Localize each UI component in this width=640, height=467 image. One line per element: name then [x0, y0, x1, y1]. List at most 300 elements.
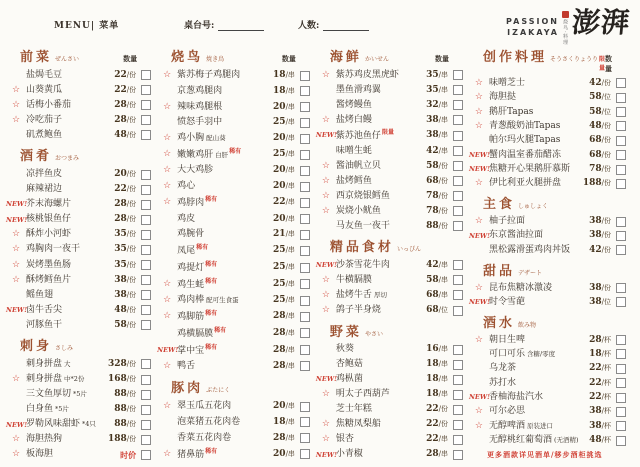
menu-item-row [316, 206, 463, 216]
item-name: 昆布焦糖冰激凌 [488, 282, 552, 293]
item-price: 28/份 [114, 99, 137, 110]
quantity-checkbox[interactable] [453, 405, 463, 415]
new-badge: NEW! [315, 375, 337, 384]
star-icon: ☆ [163, 360, 172, 371]
quantity-checkbox[interactable] [300, 402, 310, 412]
item-price: 38/份 [589, 230, 612, 241]
price-unit: /份 [601, 78, 612, 87]
item-price: 35/份 [114, 259, 137, 270]
price-unit: /串 [438, 70, 448, 79]
quantity-checkbox[interactable] [141, 375, 151, 385]
price-unit: /串 [285, 345, 295, 354]
item-price: 25/串 [273, 295, 295, 306]
item-name: 翠玉瓜五花肉 [177, 401, 232, 412]
price-unit: /份 [126, 375, 137, 384]
quantity-checkbox[interactable] [616, 78, 626, 88]
star-icon: ☆ [321, 389, 330, 400]
quantity-checkbox[interactable] [300, 166, 310, 176]
item-price: 25/串 [273, 262, 295, 273]
section-heading [316, 321, 463, 340]
quantity-checkbox[interactable] [616, 436, 626, 446]
quantity-checkbox[interactable] [300, 71, 310, 81]
menu-item-row [6, 115, 151, 125]
quantity-checkbox[interactable] [300, 433, 310, 443]
item-rarity-tag: 稀有 [196, 244, 209, 252]
menu-item-row [6, 375, 151, 385]
quantity-checkbox[interactable] [141, 85, 151, 95]
quantity-checkbox[interactable] [141, 405, 151, 415]
quantity-checkbox[interactable] [453, 206, 463, 216]
item-name: 鳐鱼翅 [26, 289, 54, 300]
star-icon: ☆ [11, 114, 21, 125]
price-unit: /串 [285, 86, 295, 95]
item-name: 大大鸡胗 [177, 165, 214, 176]
item-name: 盐烤牛舌 厚切 [335, 289, 387, 300]
quantity-checkbox[interactable] [141, 100, 151, 110]
item-name: 银杏 [335, 434, 354, 445]
quantity-checkbox[interactable] [300, 102, 310, 112]
quantity-checkbox[interactable] [453, 85, 463, 95]
quantity-checkbox[interactable] [141, 450, 151, 460]
quantity-checkbox[interactable] [616, 165, 626, 175]
quantity-checkbox[interactable] [300, 118, 310, 128]
item-price: 22/份 [426, 419, 448, 430]
price-unit: /份 [601, 283, 612, 292]
quantity-checkbox[interactable] [300, 150, 310, 160]
menu-item-row [316, 70, 463, 80]
item-price: 25/串 [273, 245, 295, 256]
quantity-checkbox[interactable] [616, 150, 626, 160]
quantity-checkbox[interactable] [453, 176, 463, 186]
quantity-checkbox[interactable] [453, 290, 463, 300]
menu-item-row [157, 279, 310, 290]
menu-item-row [6, 420, 151, 430]
price-unit: /份 [126, 200, 137, 209]
quantity-checkbox[interactable] [141, 275, 151, 285]
menu-item-row [6, 405, 151, 415]
item-price: 时价 [120, 449, 137, 460]
menu-item-row [157, 134, 310, 144]
item-price: 48/份 [589, 120, 612, 131]
quantity-checkbox[interactable] [453, 435, 463, 445]
new-badge: NEW! [6, 215, 28, 224]
quantity-checkbox[interactable] [453, 161, 463, 171]
price-unit: /串 [285, 296, 295, 305]
quantity-checkbox[interactable] [616, 245, 626, 255]
quantity-checkbox[interactable] [616, 283, 626, 293]
star-icon: ☆ [321, 305, 330, 315]
item-rarity-tag: 稀有 [205, 310, 218, 318]
item-name: 辣味鸡腿根 [177, 101, 223, 112]
quantity-checkbox[interactable] [453, 306, 463, 316]
menu-item-row [157, 311, 310, 322]
item-note: 含糖/零度 [526, 349, 556, 358]
quantity-checkbox[interactable] [141, 115, 151, 125]
item-note: 原装进口 [526, 421, 553, 430]
item-price: 28/串 [273, 327, 295, 338]
section-title: 烧鸟 [171, 50, 204, 65]
quantity-checkbox[interactable] [453, 100, 463, 110]
item-price: 20/串 [273, 101, 295, 112]
section-title: 主食 [482, 197, 515, 213]
quantity-checkbox[interactable] [616, 217, 626, 227]
item-name: 核桃银鱼仔 [26, 214, 72, 225]
quantity-checkbox[interactable] [141, 320, 151, 330]
item-price: 25/串 [273, 278, 295, 289]
quantity-checkbox[interactable] [453, 191, 463, 201]
price-unit: /份 [601, 136, 612, 145]
star-icon: ☆ [474, 106, 483, 117]
item-price: 42/份 [589, 244, 612, 255]
section-kana: いっぴん [396, 246, 421, 254]
item-name: 芥末海螺片 [26, 199, 72, 210]
item-name: 香菜五花肉卷 [177, 432, 232, 443]
section-title: 野菜 [329, 324, 362, 340]
quantity-checkbox[interactable] [300, 345, 310, 355]
quantity-checkbox[interactable] [453, 70, 463, 80]
item-name: 东京酱油拉面 [488, 230, 543, 241]
price-unit: /杯 [601, 421, 612, 430]
quantity-checkbox[interactable] [141, 359, 151, 369]
price-unit: /份 [601, 165, 612, 174]
item-price: 21/串 [273, 229, 295, 240]
item-price: 42/份 [589, 77, 612, 88]
item-price: 88/份 [114, 419, 137, 430]
item-name: 牛横膈膜 [335, 274, 372, 285]
item-name: 焦糖开心果鹅肝慕斯 [488, 164, 570, 175]
menu-column [469, 46, 632, 460]
price-unit: /份 [601, 231, 612, 240]
brand-logo [506, 8, 630, 46]
quantity-checkbox[interactable] [453, 375, 463, 385]
item-price: 22/杯 [589, 377, 612, 388]
price-unit: /份 [126, 170, 137, 179]
item-name: 河豚鱼干 [26, 319, 63, 330]
star-icon: ☆ [321, 160, 330, 171]
menu-item-row [316, 130, 463, 141]
quantity-checkbox[interactable] [300, 279, 310, 289]
price-unit: /串 [438, 100, 448, 109]
item-price: 38/杯 [589, 420, 612, 431]
star-icon: ☆ [474, 216, 483, 227]
item-name: 鸡皮 [177, 213, 196, 224]
quantity-checkbox[interactable] [616, 179, 626, 189]
table-number-blank[interactable] [218, 21, 264, 31]
menu-item-row [469, 78, 626, 88]
price-unit: /串 [285, 449, 295, 458]
star-icon: ☆ [11, 259, 21, 270]
menu-item-row [469, 150, 626, 160]
menu-item-row [6, 245, 151, 255]
star-icon: ☆ [11, 229, 21, 240]
item-name: 鸽子半身烧 [335, 305, 381, 315]
star-icon: ☆ [163, 149, 172, 160]
quantity-checkbox[interactable] [453, 260, 463, 270]
star-icon: ☆ [321, 114, 330, 125]
quantity-checkbox[interactable] [616, 107, 626, 117]
item-name: 海胆挞 [488, 92, 516, 103]
quantity-checkbox[interactable] [616, 136, 626, 146]
price-unit: /杯 [601, 335, 612, 344]
quantity-checkbox[interactable] [616, 297, 626, 307]
section-kana: おつまみ [55, 155, 79, 163]
item-name: 时令雪葩 [488, 296, 525, 307]
star-icon: ☆ [321, 289, 330, 300]
quantity-checkbox[interactable] [616, 231, 626, 241]
star-icon: ☆ [163, 448, 172, 459]
quantity-checkbox[interactable] [453, 131, 463, 141]
item-rarity-tag: 稀有 [205, 277, 218, 285]
section-kana: ぶたにく [206, 387, 231, 395]
price-unit: /串 [438, 345, 448, 354]
brand-name-cn: 澎湃 [570, 6, 632, 39]
item-price: 35/份 [114, 229, 137, 240]
item-price: 20/串 [273, 213, 295, 224]
quantity-checkbox[interactable] [300, 86, 310, 96]
price-unit: /份 [126, 215, 137, 224]
guest-count-blank[interactable] [323, 21, 369, 31]
item-name: 柚子拉面 [488, 216, 525, 227]
quantity-checkbox[interactable] [616, 93, 626, 103]
menu-item-row [6, 230, 151, 240]
quantity-checkbox[interactable] [141, 70, 151, 80]
item-name: 盐烤白鳗 [335, 114, 372, 125]
item-price: 28/串 [273, 344, 295, 355]
item-price: 58/份 [114, 319, 137, 330]
item-price: 18/串 [426, 389, 448, 400]
menu-item-row [316, 176, 463, 186]
price-unit: /份 [126, 245, 137, 254]
price-unit: /份 [126, 420, 137, 429]
star-icon: ☆ [163, 165, 172, 176]
item-price: 28/串 [273, 360, 295, 371]
item-rarity-tag: 稀有 [214, 326, 227, 334]
quantity-checkbox[interactable] [453, 390, 463, 400]
star-icon: ☆ [163, 295, 172, 306]
menu-item-row [316, 275, 463, 285]
table-number-label: 桌台号: [184, 21, 215, 31]
item-name: 马友鱼一夜干 [335, 220, 390, 231]
quantity-checkbox[interactable] [141, 185, 151, 195]
item-price: 38/位 [589, 296, 612, 307]
item-note: 大 [64, 359, 71, 368]
quantity-checkbox[interactable] [616, 364, 626, 374]
section-heading [157, 46, 310, 65]
section-title: 甜品 [482, 263, 515, 279]
quantity-checkbox[interactable] [453, 450, 463, 460]
price-unit: /串 [285, 182, 295, 191]
price-unit: /串 [438, 260, 448, 269]
item-price: 168/份 [107, 374, 137, 385]
item-note: *4只 [82, 420, 96, 429]
section-kana: デザート [517, 269, 542, 277]
quantity-checkbox[interactable] [141, 245, 151, 255]
quantity-checkbox[interactable] [616, 349, 626, 359]
new-badge: NEW! [315, 131, 337, 140]
quantity-checkbox[interactable] [300, 449, 310, 459]
quantity-checkbox[interactable] [141, 305, 151, 315]
menu-item-row [469, 364, 626, 374]
price-unit: /串 [285, 263, 295, 272]
item-name: 酥烤鳕鱼片 [26, 274, 72, 285]
menu-item-row [157, 245, 310, 256]
item-name: 话梅小番茄 [26, 99, 72, 110]
quantity-checkbox[interactable] [300, 312, 310, 322]
quantity-checkbox[interactable] [300, 263, 310, 273]
quantity-checkbox[interactable] [453, 275, 463, 285]
quantity-checkbox[interactable] [141, 290, 151, 300]
menu-item-row [6, 215, 151, 225]
menu-item-row [6, 100, 151, 110]
menu-item-row [157, 197, 310, 208]
menu-item-row [157, 182, 310, 192]
menu-item-row [316, 345, 463, 355]
item-price: 18/串 [273, 70, 295, 81]
menu-item-row [469, 231, 626, 241]
quantity-checkbox[interactable] [300, 417, 310, 427]
star-icon: ☆ [321, 274, 330, 285]
quantity-checkbox[interactable] [616, 378, 626, 388]
star-icon: ☆ [11, 274, 21, 285]
price-unit: /份 [126, 130, 137, 139]
quantity-checkbox[interactable] [300, 246, 310, 256]
menu-item-row [469, 165, 626, 175]
star-icon: ☆ [321, 205, 330, 216]
menu-item-row [157, 102, 310, 112]
brand-seal-icon [562, 11, 569, 18]
quantity-checkbox[interactable] [453, 360, 463, 370]
quantity-checkbox[interactable] [300, 214, 310, 224]
item-price: 22/杯 [589, 392, 612, 403]
item-rarity-tag: 稀有 [205, 343, 218, 351]
table-number-field [184, 18, 264, 31]
menu-item-row [157, 86, 310, 96]
quantity-checkbox[interactable] [141, 230, 151, 240]
quantity-checkbox[interactable] [616, 393, 626, 403]
menu-item-row [469, 421, 626, 431]
quantity-checkbox[interactable] [616, 335, 626, 345]
quantity-checkbox[interactable] [141, 390, 151, 400]
item-note: 配可生食蛋 [206, 296, 239, 305]
section-title: 酒肴 [20, 149, 53, 165]
star-icon: ☆ [163, 133, 172, 144]
section-heading [6, 46, 151, 65]
quantity-checkbox[interactable] [300, 296, 310, 306]
item-price: 18/串 [426, 359, 448, 370]
menu-item-row [6, 390, 151, 400]
quantity-checkbox[interactable] [141, 200, 151, 210]
star-icon: ☆ [11, 449, 21, 460]
price-unit: /份 [601, 121, 612, 130]
item-price: 48/份 [114, 304, 137, 315]
item-rarity-tag: 稀有 [205, 447, 218, 455]
item-name: 帕尔玛火腿Tapas [488, 135, 561, 146]
menu-item-row [6, 290, 151, 300]
quantity-checkbox[interactable] [453, 115, 463, 125]
quantity-checkbox[interactable] [453, 420, 463, 430]
price-unit: /串 [285, 198, 295, 207]
quantity-checkbox[interactable] [300, 230, 310, 240]
item-price: 78/份 [589, 164, 612, 175]
menu-item-row [157, 166, 310, 176]
quantity-checkbox[interactable] [141, 420, 151, 430]
item-price: 28/杯 [589, 334, 612, 345]
quantity-checkbox[interactable] [453, 221, 463, 231]
item-price: 88/份 [114, 389, 137, 400]
item-price: 68/份 [589, 135, 612, 146]
menu-columns [6, 46, 632, 460]
price-unit: /杯 [601, 393, 612, 402]
quantity-checkbox[interactable] [141, 170, 151, 180]
quantity-checkbox[interactable] [141, 260, 151, 270]
item-price: 22/份 [114, 69, 137, 80]
section-kana: かいせん [364, 56, 389, 63]
menu-item-row [469, 121, 626, 131]
quantity-checkbox[interactable] [141, 215, 151, 225]
star-icon: ☆ [474, 92, 483, 103]
price-unit: /份 [438, 405, 448, 414]
section-heading [157, 377, 310, 396]
item-name: 冷吃茄子 [26, 114, 63, 125]
section-kana: 飲み物 [517, 321, 536, 329]
item-price: 68/位 [426, 305, 448, 315]
item-price: 35/份 [114, 244, 137, 255]
star-icon: ☆ [163, 278, 172, 289]
quantity-checkbox[interactable] [300, 182, 310, 192]
price-unit: /位 [601, 297, 612, 306]
drinks-footnote: 更多酒款详见酒单/移步酒柜挑选 [486, 449, 603, 459]
menu-item-row [6, 435, 151, 445]
star-icon: ☆ [163, 401, 172, 412]
quantity-checkbox[interactable] [300, 361, 310, 371]
quantity-checkbox[interactable] [300, 134, 310, 144]
item-note: *5片 [73, 390, 87, 399]
item-rarity-tag: 稀有 [229, 148, 242, 156]
price-unit: /串 [285, 417, 295, 426]
section-title: 精品食材 [329, 240, 394, 256]
quantity-checkbox[interactable] [300, 328, 310, 338]
menu-item-row [6, 200, 151, 210]
quantity-checkbox[interactable] [616, 121, 626, 131]
quantity-checkbox[interactable] [300, 198, 310, 208]
item-name: 板海胆 [26, 449, 54, 460]
price-unit: /串 [285, 246, 295, 255]
menu-item-row [316, 161, 463, 171]
item-name: 秋葵 [335, 344, 354, 355]
menu-header [6, 8, 632, 44]
price-unit: /串 [438, 131, 448, 140]
menu-item-row [316, 375, 463, 385]
item-name: 杏鲍菇 [335, 359, 363, 370]
quantity-checkbox[interactable] [453, 345, 463, 355]
item-rarity-tag: 稀有 [205, 261, 218, 269]
item-name: 芝士年糕 [335, 404, 372, 415]
menu-item-row [316, 390, 463, 400]
section-title: 前菜 [20, 50, 53, 65]
quantity-checkbox[interactable] [616, 407, 626, 417]
item-name: 刺身拼盘 大 [26, 358, 71, 369]
price-unit: /份 [126, 260, 137, 269]
price-unit: /杯 [601, 364, 612, 373]
price-unit: /份 [126, 275, 137, 284]
quantity-checkbox[interactable] [141, 435, 151, 445]
menu-item-row [316, 260, 463, 270]
menu-item-row [157, 230, 310, 240]
quantity-checkbox[interactable] [453, 146, 463, 156]
quantity-checkbox[interactable] [616, 421, 626, 431]
price-unit: /份 [126, 85, 137, 94]
quantity-checkbox[interactable] [141, 130, 151, 140]
